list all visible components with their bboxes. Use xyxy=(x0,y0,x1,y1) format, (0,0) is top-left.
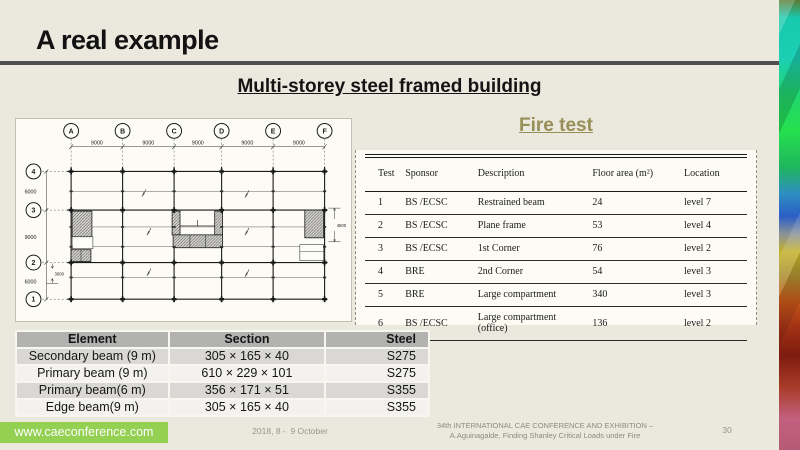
page-title: A real example xyxy=(36,25,219,55)
table-cell: Edge beam(9 m) xyxy=(17,400,168,415)
table-cell: 305 × 165 × 40 xyxy=(170,349,325,364)
table-cell: BS /ECSC xyxy=(403,307,476,341)
fire-test-table xyxy=(365,154,747,341)
table-cell: 5 xyxy=(365,284,403,307)
table-cell: BRE xyxy=(403,284,476,307)
table-cell: BRE xyxy=(403,261,476,284)
plan-center-stair xyxy=(173,235,223,248)
fire-test-title-wrap xyxy=(355,115,757,137)
table-cell: 340 xyxy=(590,284,682,307)
svg-text:F: F xyxy=(322,128,327,136)
table-cell: 2nd Corner xyxy=(476,261,591,284)
fire-test-title: Fire test xyxy=(519,115,593,136)
table-cell: BS /ECSC xyxy=(403,215,476,238)
footer-website-link[interactable]: www.caeconference.com xyxy=(14,425,154,439)
plan-left-core xyxy=(72,211,92,237)
plan-secondary-beams xyxy=(71,191,324,277)
fire-test-table-head xyxy=(365,156,747,192)
table-row xyxy=(365,215,747,238)
svg-text:9000: 9000 xyxy=(90,140,103,147)
table-cell: 4 xyxy=(365,261,403,284)
plan-dim-4500-label: 4500 xyxy=(336,222,347,228)
table-cell: 1 xyxy=(365,192,403,215)
table-cell: BS /ECSC xyxy=(403,192,476,215)
table-cell: level 4 xyxy=(682,215,747,238)
svg-text:9000: 9000 xyxy=(292,140,305,147)
table-cell: Restrained beam xyxy=(476,192,591,215)
plan-column-bubbles xyxy=(64,123,332,138)
page-number: 30 xyxy=(722,425,732,435)
table-cell: level 3 xyxy=(682,261,747,284)
table-cell: 136 xyxy=(590,307,682,341)
title-divider xyxy=(0,61,779,65)
plan-top-dim-labels xyxy=(91,140,305,146)
sections-table xyxy=(15,330,430,417)
plan-center-core-inner xyxy=(180,220,215,226)
footer-website-banner xyxy=(0,422,168,443)
svg-text:9000: 9000 xyxy=(241,140,254,147)
column-header: Sponsor xyxy=(403,156,476,192)
floor-plan-svg xyxy=(16,119,351,321)
sections-table-box xyxy=(15,330,430,417)
table-cell: Large compartment (office) xyxy=(476,307,591,341)
table-row xyxy=(365,192,747,215)
table-cell: Large compartment xyxy=(476,284,591,307)
table-row xyxy=(17,366,428,381)
svg-text:4: 4 xyxy=(31,168,36,176)
plan-dim-3000-label: 3000 xyxy=(54,271,64,277)
table-cell: Secondary beam (9 m) xyxy=(17,349,168,364)
svg-text:9000: 9000 xyxy=(24,234,37,241)
svg-text:9000: 9000 xyxy=(142,140,155,147)
table-cell: 305 × 165 × 40 xyxy=(170,400,325,415)
fire-test-table-body xyxy=(365,192,747,341)
table-cell: level 3 xyxy=(682,284,747,307)
plan-center-core-wall-left xyxy=(172,211,180,235)
table-cell: Primary beam (9 m) xyxy=(17,366,168,381)
sections-table-head xyxy=(17,332,428,347)
svg-text:6000: 6000 xyxy=(24,189,37,196)
fire-test-figure xyxy=(355,150,757,334)
footer-conference-line2: A.Aguinagalde, Finding Shanley Critical Loads under Fire xyxy=(449,430,641,440)
table-cell: 1st Corner xyxy=(476,238,591,261)
column-header: Test xyxy=(365,156,403,192)
svg-text:1: 1 xyxy=(31,296,36,304)
plan-center-core-wall-right xyxy=(215,211,223,235)
svg-text:2: 2 xyxy=(31,260,36,268)
svg-text:3: 3 xyxy=(31,207,36,215)
table-cell: level 2 xyxy=(682,238,747,261)
table-cell: S275 xyxy=(326,366,428,381)
decorative-mosaic-strip xyxy=(779,0,800,450)
table-cell: 356 × 171 × 51 xyxy=(170,383,325,398)
table-cell: 3 xyxy=(365,238,403,261)
table-row xyxy=(17,383,428,398)
plan-right-core xyxy=(305,210,324,238)
plan-right-lobby xyxy=(300,245,324,261)
svg-text:E: E xyxy=(270,128,276,136)
table-row xyxy=(365,238,747,261)
plan-section-marks xyxy=(142,189,249,277)
table-cell: S355 xyxy=(326,383,428,398)
svg-text:D: D xyxy=(219,128,225,136)
table-cell: 24 xyxy=(590,192,682,215)
slide-subtitle: Multi-storey steel framed building xyxy=(237,76,542,97)
column-header: Element xyxy=(17,332,168,347)
table-cell: S355 xyxy=(326,400,428,415)
sections-table-body xyxy=(17,349,428,415)
table-row xyxy=(17,400,428,415)
table-header-row xyxy=(365,156,747,192)
table-cell: 53 xyxy=(590,215,682,238)
subtitle-wrap xyxy=(0,76,779,98)
footer-date: 2018, 8 - 9 October xyxy=(252,426,328,436)
table-cell: 2 xyxy=(365,215,403,238)
table-cell: 54 xyxy=(590,261,682,284)
svg-text:6000: 6000 xyxy=(24,279,37,286)
column-header: Section xyxy=(170,332,325,347)
svg-text:B: B xyxy=(120,128,126,136)
table-cell: Primary beam(6 m) xyxy=(17,383,168,398)
table-cell: Plane frame xyxy=(476,215,591,238)
column-header: Steel xyxy=(326,332,428,347)
table-row xyxy=(365,284,747,307)
table-cell: 610 × 229 × 101 xyxy=(170,366,325,381)
footer-conference-credit xyxy=(405,421,685,440)
table-cell: BS /ECSC xyxy=(403,238,476,261)
svg-text:9000: 9000 xyxy=(191,140,204,147)
column-header: Description xyxy=(476,156,591,192)
column-header: Floor area (m²) xyxy=(590,156,682,192)
table-cell: level 7 xyxy=(682,192,747,215)
plan-grid-columns xyxy=(71,167,324,302)
table-row xyxy=(17,349,428,364)
svg-text:A: A xyxy=(68,128,74,136)
floor-plan-figure xyxy=(15,118,352,322)
column-header: Location xyxy=(682,156,747,192)
table-cell: 6 xyxy=(365,307,403,341)
table-cell: S275 xyxy=(326,349,428,364)
table-cell: level 2 xyxy=(682,307,747,341)
footer-conference-line1: 34th INTERNATIONAL CAE CONFERENCE AND EXHIBITION – xyxy=(436,421,654,430)
table-row xyxy=(365,261,747,284)
plan-left-core-lobby xyxy=(72,237,93,249)
table-header-row xyxy=(17,332,428,347)
table-cell: 76 xyxy=(590,238,682,261)
svg-text:C: C xyxy=(171,128,177,136)
